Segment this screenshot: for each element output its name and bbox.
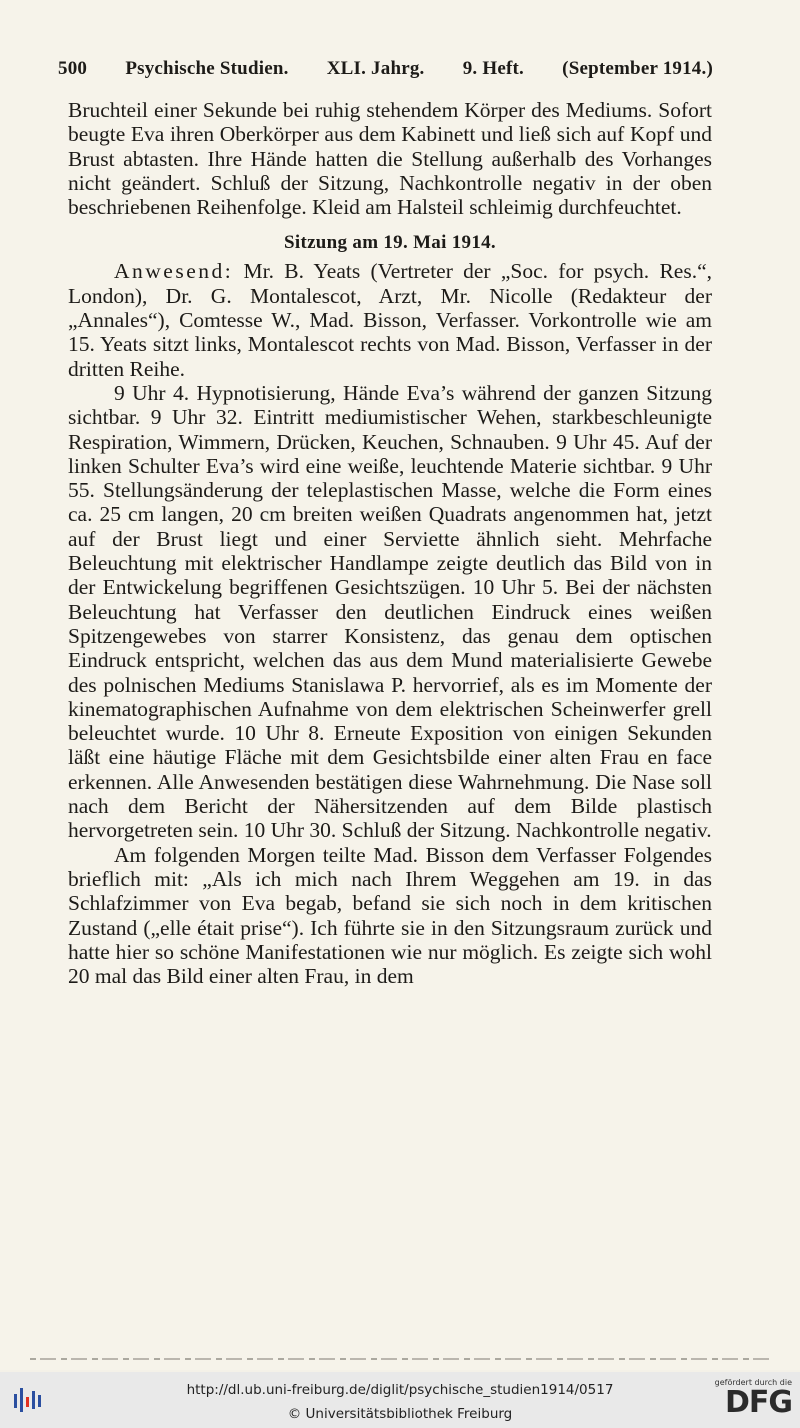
paragraph-continued: Bruchteil einer Sekunde bei ruhig stehendem Körper des Mediums. Sofort beugte Eva ihren Oberkörper aus dem Kabinett und ließ sich auf Kopf und Brust abtasten. Ihre Hände hatten die Stellung außerhalb des Vorhanges nicht geändert. Schluß der Sitzung, Nachkontrolle negativ in der oben beschriebenen Reihenfolge. Kleid am Halsteil schleimig durchfeuchtet. [68, 98, 712, 220]
body-text [68, 98, 712, 988]
paragraph-letter: Am folgenden Morgen teilte Mad. Bisson dem Verfasser Folgendes brieflich mit: „Als ich mich nach Ihrem Weggehen am 19. in das Schlafzimmer von Eva begab, befand sie sich noch in dem kritischen Zustand („elle était prise“). Ich führte sie in den Sitzungsraum zurück und hatte hier so schöne Manifestationen wie nur möglich. Es zeigte sich wohl 20 mal das Bild einer alten Frau, in dem [68, 842, 712, 989]
paragraph-attendees [68, 259, 712, 380]
attendees-label: Anwesend: [114, 259, 234, 284]
section-title: Sitzung am 19. Mai 1914. [284, 232, 496, 254]
source-url-link[interactable]: http://dl.ub.uni-freiburg.de/diglit/psychische_studien1914/0517 [186, 1382, 614, 1398]
viewer-footer [0, 1372, 800, 1428]
attendees-text: Mr. B. Yeats (Vertreter der „Soc. for psych. Res.“, London), Dr. G. Montalescot, Arzt, Mr. Nicolle (Redakteur der „Annales“), Comtesse W., Mad. Bisson, Verfasser. Vorkontrolle wie am 15. Yeats sitzt links, Montalescot rechts von Mad. Bisson, Verfasser in der dritten Reihe. [68, 259, 712, 381]
scan-edge-artifact [30, 1358, 770, 1360]
dfg-funding-note: gefördert durch die [714, 1378, 792, 1387]
copyright-notice: © Universitätsbibliothek Freiburg [287, 1406, 513, 1422]
volume: XLI. Jahrg. [326, 58, 425, 79]
journal-title: Psychische Studien. [125, 58, 289, 79]
dfg-logo-text: DFG [724, 1385, 792, 1420]
dfg-logo-icon[interactable] [708, 1378, 792, 1424]
issue: 9. Heft. [462, 58, 524, 79]
running-header [58, 58, 713, 80]
page-number: 500 [58, 58, 88, 79]
issue-date: (September 1914.) [562, 58, 713, 79]
paragraph-protocol: 9 Uhr 4. Hypnotisierung, Hände Eva’s während der ganzen Sitzung sichtbar. 9 Uhr 32. Eintritt mediumistischer Wehen, starkbeschleunigte Respiration, Wimmern, Drücken, Keuchen, Schnauben. 9 Uhr 45. Auf der linken Schulter Eva’s wird eine weiße, leuchtende Materie sichtbar. 9 Uhr 55. Stellungsänderung der teleplastischen Masse, welche die Form eines ca. 25 cm langen, 20 cm breiten weißen Quadrats angenommen hat, jetzt auf der Brust liegt und einer Serviette ähnlich sieht. Mehrfache Beleuchtung mit elektrischer Handlampe zeigte deutlich das Bild von in der Entwickelung begriffenen Gesichtszügen. 10 Uhr 5. Bei der nächsten Beleuchtung hat Verfasser den deutlichen Eindruck eines weißen Spitzengewebes von starrer Konsistenz, das genau dem optischen Eindruck entspricht, welchen das aus dem Mund materialisierte Gewebe des polnischen Mediums Stanislawa P. hervorrief, als es im Momente der kinematographischen Aufnahme von dem elektrischen Scheinwerfer grell beleuchtet wurde. 10 Uhr 8. Erneute Exposition von einigen Sekunden läßt eine häutige Fläche mit dem Gesichtsbilde einer alten Frau en face erkennen. Alle Anwesenden bestätigen diese Wahrnehmung. Die Nase soll nach dem Bericht der Nähersitzenden auf dem Bilde plastisch hervorgetreten sein. 10 Uhr 30. Schluß der Sitzung. Nachkontrolle negativ. [68, 380, 712, 843]
